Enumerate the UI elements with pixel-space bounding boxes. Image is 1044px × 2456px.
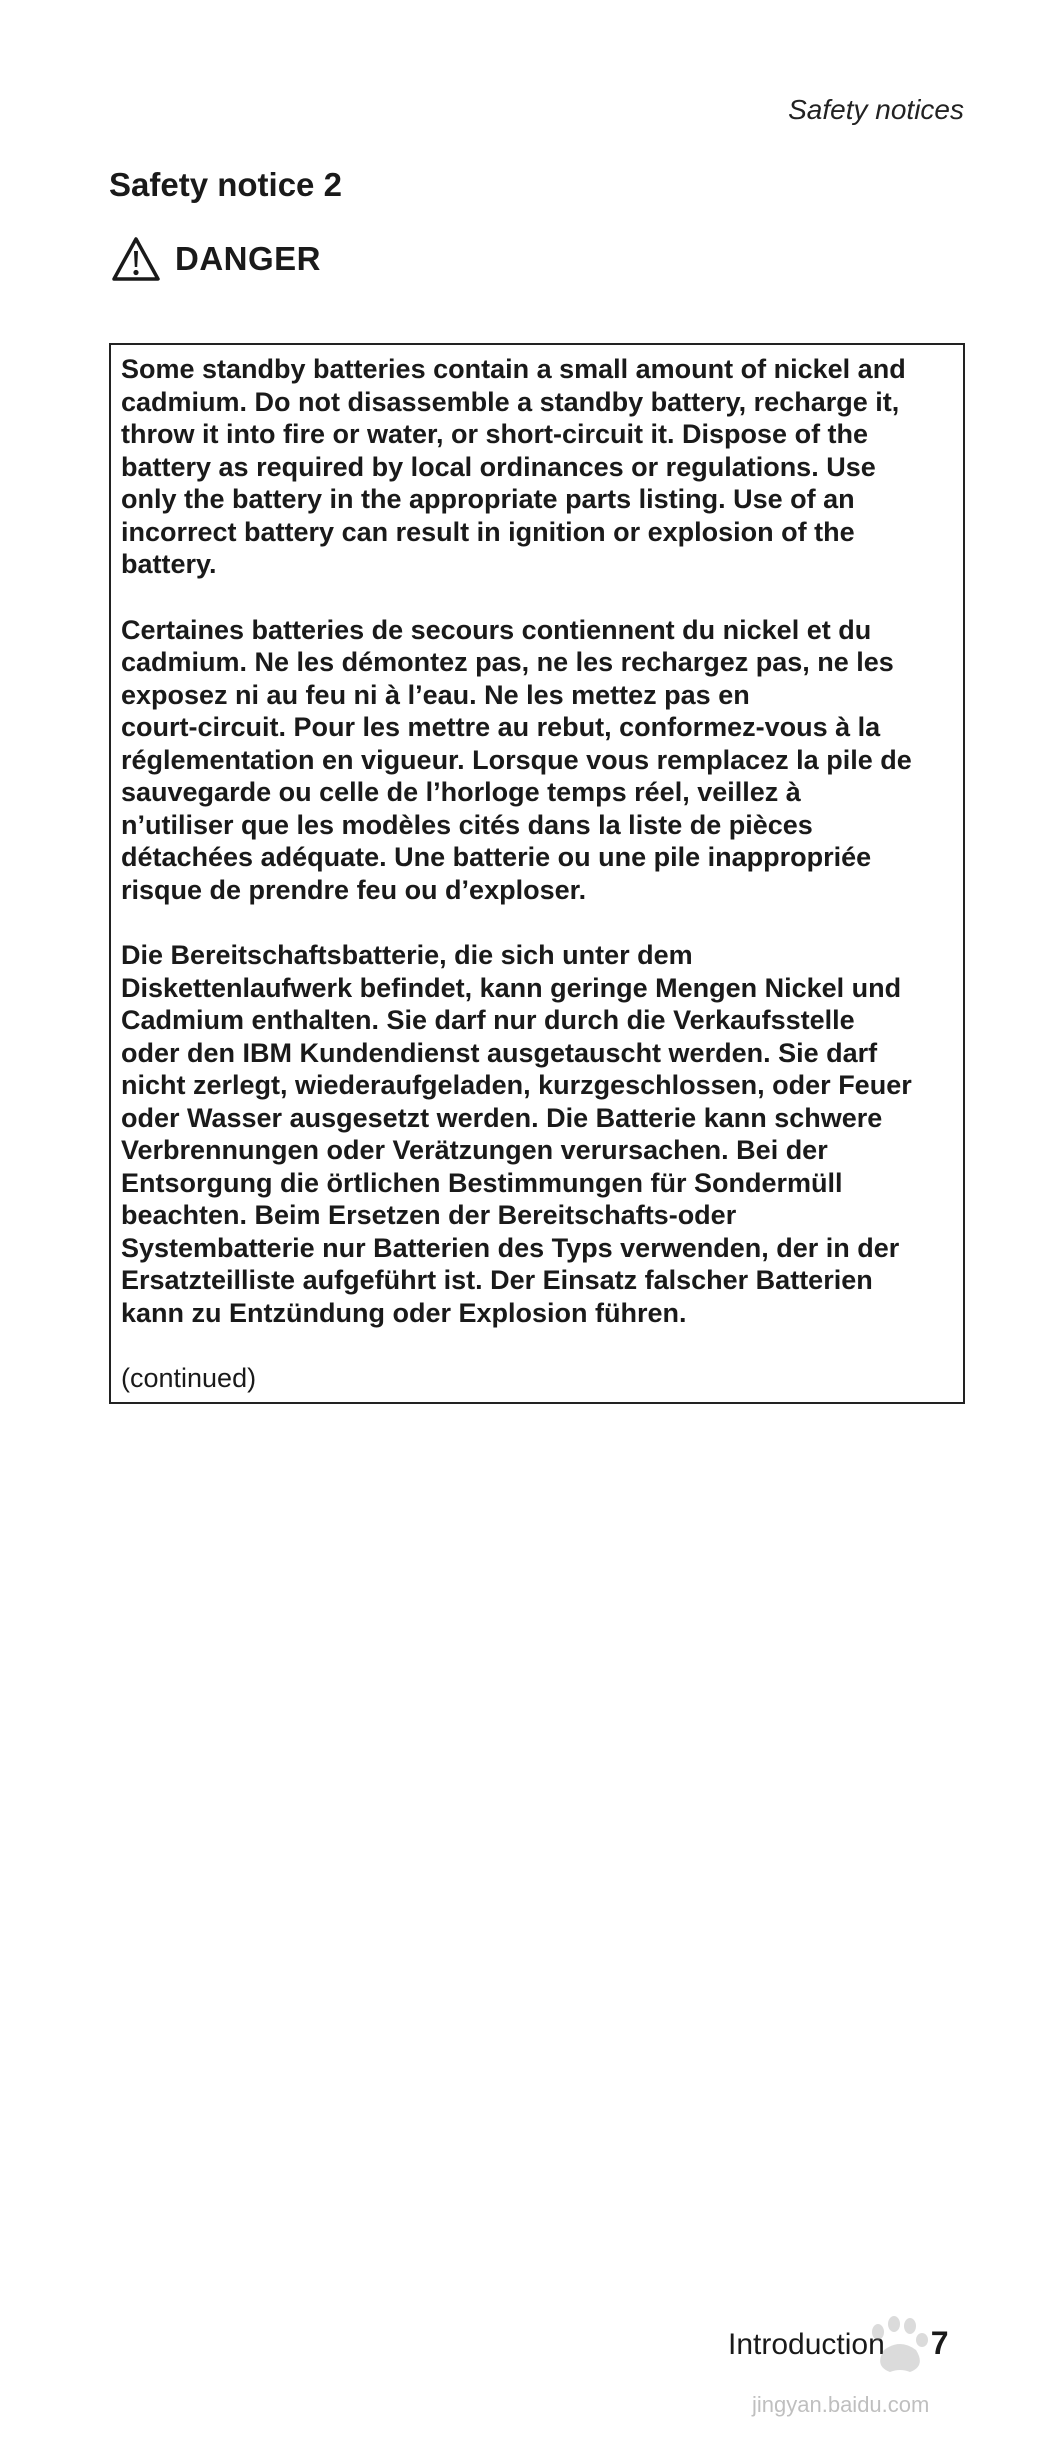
page-footer xyxy=(728,2325,949,2362)
page-number: 7 xyxy=(930,2325,949,2361)
danger-notice-box xyxy=(109,343,965,1404)
watermark-url: jingyan.baidu.com xyxy=(752,2392,930,2417)
notice-paragraph-french: Certaines batteries de secours contiennent du nickel et du cadmium. Ne les démontez pas, ne les rechargez pas, ne les exposez ni au feu ni à l’eau. Ne les mettez pas en court-circuit. Pour les mettre au rebut, conformez-vous à la réglementation en vigueur. Lorsque vous remplacez la pile de sauvegarde ou celle de l’horloge temps réel, veillez à n’utiliser que les modèles cités dans la liste de pièces détachées adéquate. Une batterie ou une pile inappropriée risque de prendre feu ou d’exploser. xyxy=(121,614,912,905)
danger-heading xyxy=(111,236,321,282)
footer-section-title: Introduction xyxy=(728,2328,885,2361)
notice-title: Safety notice 2 xyxy=(109,166,342,203)
notice-paragraph-german: Die Bereitschaftsbatterie, die sich unter dem Diskettenlaufwerk befindet, kann geringe Mengen Nickel und Cadmium enthalten. Sie darf nur durch die Verkaufsstelle oder den IBM Kundendienst ausgetauscht werden. Sie darf nicht zerlegt, wiederaufgeladen, kurzgeschlossen, oder Feuer oder Wasser ausgesetzt werden. Die Batterie kann schwere Verbrennungen oder Verätzungen verursachen. Bei der Entsorgung die örtlichen Bestimmungen für Sondermüll beachten. Beim Ersetzen der Bereitschafts-oder Systembatterie nur Batterien des Typs verwenden, der in der Ersatzteilliste aufgeführt ist. Der Einsatz falscher Batterien kann zu Entzündung oder Explosion führen. xyxy=(121,940,912,1328)
danger-label: DANGER xyxy=(175,240,322,277)
notice-paragraph-english: Some standby batteries contain a small amount of nickel and cadmium. Do not disassemble a standby battery, recharge it, throw it into fire or water, or short-circuit it. Dispose of the battery as required by local ordinances or regulations. Use only the battery in the appropriate parts listing. Use of an incorrect battery can result in ignition or explosion of the battery. xyxy=(121,354,906,579)
running-header: Safety notices xyxy=(788,94,964,125)
warning-triangle-icon xyxy=(111,236,161,282)
continued-note: (continued) xyxy=(121,1363,257,1393)
